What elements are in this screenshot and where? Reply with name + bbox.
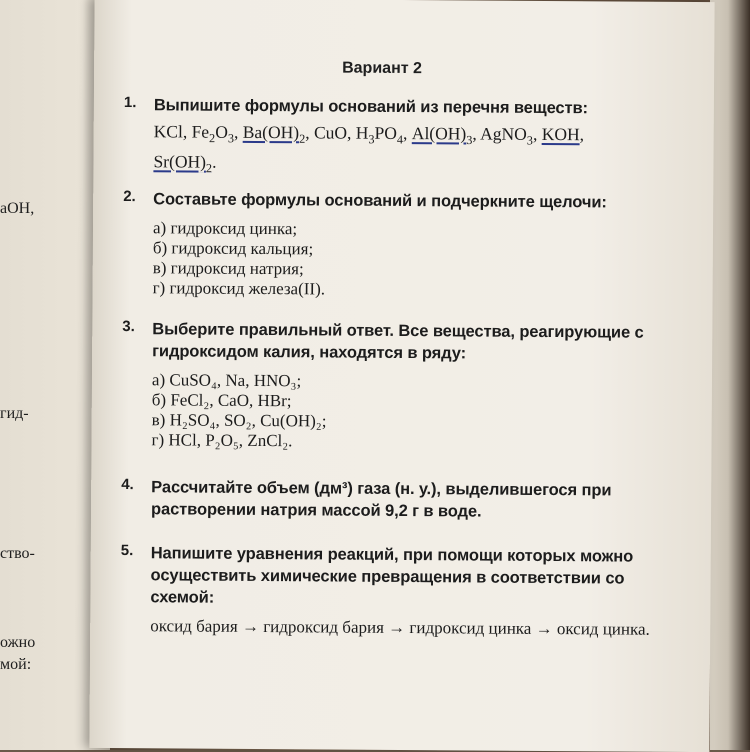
variant-title: Вариант 2 bbox=[342, 59, 423, 78]
answer-option: а) CuSO₄, Na, HNO₃; bbox=[151, 370, 302, 391]
answer-option: б) FeCl₂, CaO, HBr; bbox=[151, 390, 292, 411]
worksheet-page bbox=[89, 0, 714, 752]
task-question: Выберите правильный ответ. Все вещества, реагирующие с гидроксидом калия, находятся в ряду: bbox=[152, 320, 644, 363]
formula: KCl, $Fe_2O_3$, bbox=[153, 121, 243, 146]
answer-option: б) гидроксид кальция; bbox=[152, 238, 314, 259]
task-question: Выпишите формулы оснований из перечня веществ: bbox=[153, 96, 589, 118]
answer-option: г) гидроксид железа(II). bbox=[152, 278, 326, 299]
formula-underlined: $Sr(OH)_2$ bbox=[153, 150, 213, 175]
task-3 bbox=[121, 318, 682, 454]
left-page-fragment: гид- bbox=[0, 405, 29, 422]
reaction-scheme: оксид бария → гидроксид бария → гидроксид цинка → оксид цинка. bbox=[150, 616, 650, 639]
formula-underlined: $Ba(OH)_2$ bbox=[242, 121, 306, 146]
task-number: 4. bbox=[121, 476, 134, 494]
task-question: Рассчитайте объем (дм³) газа (н. у.), выделившегося при растворении натрия массой 9,2 г в воде. bbox=[150, 478, 612, 521]
task-number: 1. bbox=[123, 94, 137, 112]
left-page-fragment: ожно bbox=[0, 634, 36, 651]
answer-option: в) H₂SO₄, SO₂, Cu(OH)₂; bbox=[151, 410, 327, 431]
formula-list: KCl, $Fe_2O_3$, $Ba(OH)_2$, CuO, $H_3PO_4$, $Al(OH)_3$, AgNO$_3$, KOH, $Sr(OH)_2$. bbox=[153, 121, 585, 175]
answer-list bbox=[151, 370, 682, 454]
task-number: 3. bbox=[122, 318, 135, 336]
answer-option: а) гидроксид цинка; bbox=[152, 218, 298, 239]
page-stack-edge bbox=[710, 0, 750, 750]
left-page-fragment: мой: bbox=[0, 656, 32, 673]
left-page-fragment: aOH, bbox=[0, 200, 35, 217]
task-4 bbox=[121, 476, 681, 524]
formula-underlined: KOH bbox=[541, 123, 580, 145]
left-page-fragment: ство- bbox=[0, 545, 35, 562]
task-number: 5. bbox=[120, 542, 134, 560]
task-question: Составьте формулы оснований и подчеркните щелочи: bbox=[153, 190, 607, 212]
task-5 bbox=[120, 542, 681, 640]
answer-list bbox=[153, 218, 684, 302]
task-number: 2. bbox=[123, 188, 136, 206]
task-1 bbox=[123, 94, 684, 183]
task-question: Напишите уравнения реакций, при помощи которых можно осуществить химические превращения в соответствии со схемой: bbox=[150, 544, 634, 607]
answer-option: г) HCl, P₂O₅, ZnCl₂. bbox=[151, 430, 293, 451]
task-2 bbox=[123, 188, 684, 302]
formula-underlined: $Al(OH)_3$ bbox=[411, 123, 473, 147]
answer-option: в) гидроксид натрия; bbox=[152, 258, 304, 279]
